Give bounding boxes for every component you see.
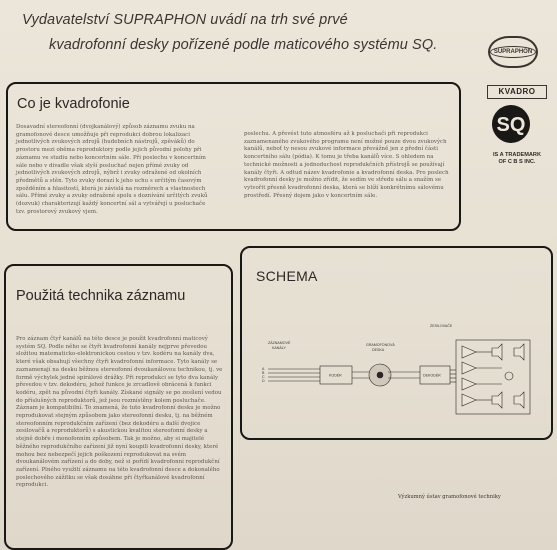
section-schema <box>240 246 553 440</box>
trademark-line-1: IS A TRADEMARK <box>492 152 542 158</box>
amplifier-2-icon <box>462 362 476 374</box>
speaker-front-right-icon <box>514 344 524 360</box>
supraphon-logo <box>488 36 538 68</box>
channels-label-1: ZÁZNAMOVÉ <box>268 341 291 345</box>
input-a-label: A <box>262 367 265 371</box>
speaker-rear-right-icon <box>514 392 524 408</box>
amplifier-4-icon <box>462 394 476 406</box>
section-title: SCHEMA <box>256 268 318 284</box>
footer-credit: Výzkumný ústav gramofonové techniky <box>398 494 501 500</box>
supraphon-logo-text: SUPRAPHON <box>490 46 536 58</box>
amplifiers-label: ZESILOVAČE <box>430 324 453 328</box>
speaker-rear-left-icon <box>492 392 502 408</box>
input-b-label: B <box>262 371 265 375</box>
coder-label: KODÉR <box>329 373 342 378</box>
section-recording-technique <box>4 264 233 550</box>
input-d-label: D <box>262 379 265 383</box>
kvadro-label: KVADRO <box>487 85 547 99</box>
disc-label-1: GRAMOFONOVÁ <box>366 343 395 347</box>
section-what-is-quadrophony <box>6 82 461 231</box>
section-body-text: Pro záznam čtyř kanálů na této desce je použit kvadrofonní maticový systém SQ. Podle něho se čtyři kvadrofonní kanály nejprve převedou složitou matematicko-elektronickou cestou v tzv. kodéru na kanály dva, které však obsahují všechny čtyři kvadrofonní informace. Tyto kanály se zaznamenají na desku běžnou stereofonní dvoukanálovou technikou, tj. ve formě výchylek jedné spirálové drážky. Při reprodukci se tyto dva kanály převedou v tzv. dekodéru, jehož funkce je zrcadlově obrácená k funkci kodéru, zpět na původní čtyři kanály. Získané signály se po zesílení vedou do příslušných reproduktorů, jež jsou rozmístěny kolem posluchače. Záznam je kompatibilní. To znamená, že tuto kvadrofonní desku je možno reprodukovat stejným způsobem jako stereofonní desku, tj. na běžném stereofonním reprodukčním zařízení (bez dekodéru a další dvojice zesilovačů a reproduktorů) s akustickou kvalitou stereofonní desky a stejně dobře i monofonním způsobem. Tak je možno, aby si majitelé běžného reprodukčního zařízení již nyní koupili kvadrofonní desky, které mohou bez nebezpečí jejich poškození reprodukovat na svém dvoukanálovém zařízení a do doby, než si pořídí kvadrofonní reprodukční zařízení. Plného využití záznamu na této kvadrofonní desce a dokonalého poslechového zážitku se však dosáhne při čtyřkanálové kvadrofonní reprodukci. <box>16 336 223 489</box>
header-line-1: Vydavatelství SUPRAPHON uvádí na trh své prvé <box>22 12 348 28</box>
header-line-2: kvadrofonní desky pořízené podle maticového systému SQ. <box>49 37 438 53</box>
amplifier-1-icon <box>462 346 476 358</box>
section-text-column-1: Dosavadní stereofonní (dvojkanálový) způsob záznamu zvuku na gramofonové desce umožňuje při reprodukci dobrou lokalizaci jednotlivých zvukových zdrojů (hudebních nástrojů, zpěváků) do prostoru mezi oběma reproduktory podle jejich původní polohy při záznamu ve studiu nebo koncertním sále. Při poslechu v koncertním sále nebo v divadle však slyší posluchač nejen přímé zvuky od jednotlivých zvukových zdrojů, nýbrž i zvuky odražené od okolních předmětů a stěn. Tyto zvuky dorazí k jeho uchu s určitým časovým zpožděním a hlasitostí, která je závislá na rozměrech a vlastnostech sálu. Přímé zvuky a zvuky odražené spolu s doznívání určitých zvuků (dozvuk) charakterizují každý koncertní sál a vytvářejí u posluchače tzv. prostorový zvukový vjem. <box>16 124 208 215</box>
section-text-column-2: poslechu. A převést tuto atmosféru až k posluchači při reprodukci zaznamenaného zvukového programu není možné pouze dvou zvukových kanálů, neboť ty nesou zvukové informace převážně jen z přední části koncertního sálu (pódia). K tomu je třeba kanálů více. S ohledem na technické možnosti a jednoduchost reprodukčních přístrojů se používají kanály čtyři. A odtud název kvadrofonie a kvadrofonní deska. Pro poslech kvadrofonní desky je možno zřídit, že sedím ve středu sálu a snažím se vytvořit přesně kvadrofonní deska, která se blíží konkrétnímu sálovému prostředí. Přesný dojem jako v koncertním sále. <box>244 131 449 199</box>
channels-label-2: KANÁLY <box>272 346 286 350</box>
sq-signal-diagram <box>252 318 538 428</box>
record-label-icon <box>377 372 383 378</box>
disc-label-2: DESKA <box>372 348 385 352</box>
section-title: Použitá technika záznamu <box>16 288 186 304</box>
listener-icon <box>505 372 513 380</box>
speaker-front-left-icon <box>492 344 502 360</box>
input-c-label: C <box>262 375 265 379</box>
sq-logo-text: SQ <box>496 114 526 136</box>
kvadro-sq-logo <box>487 85 547 166</box>
section-title: Co je kvadrofonie <box>17 96 130 112</box>
decoder-label: DEKODÉR <box>423 373 441 378</box>
header <box>22 10 492 55</box>
sq-logo-icon <box>487 104 535 144</box>
amplifier-3-icon <box>462 378 476 390</box>
trademark-line-2: OF C B S INC. <box>498 159 536 165</box>
